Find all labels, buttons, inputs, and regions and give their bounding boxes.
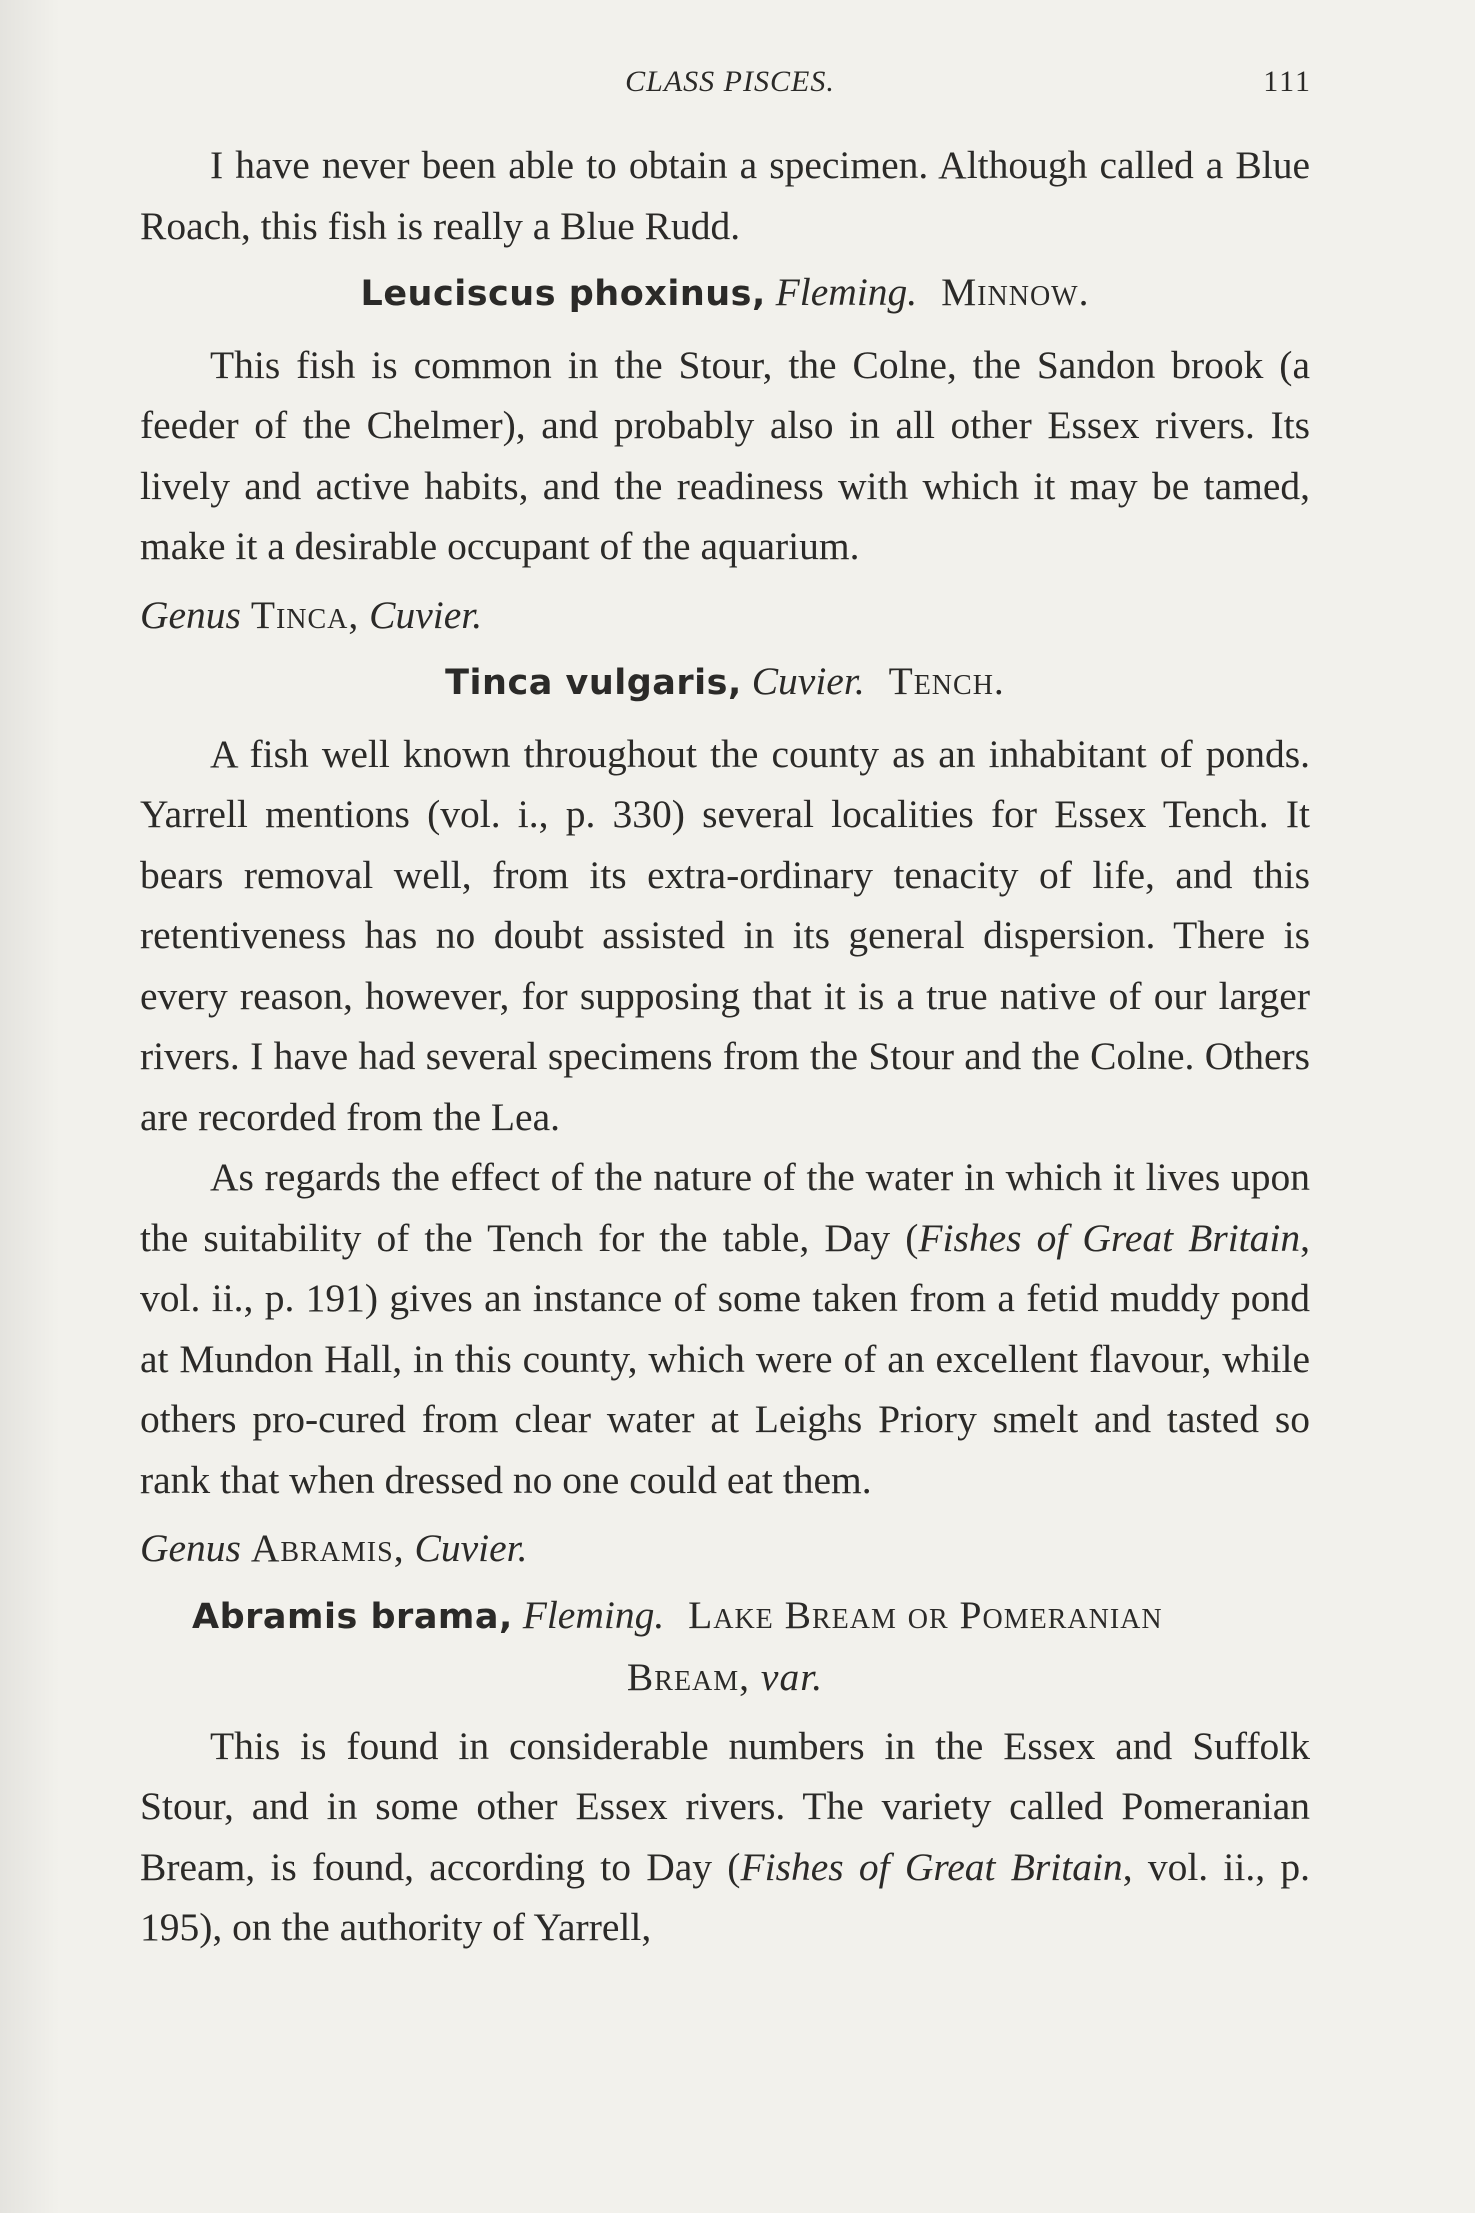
species-heading-line	[140, 1585, 1310, 1648]
genus-heading-tinca	[140, 585, 1310, 646]
species-heading-bream	[140, 1585, 1310, 1708]
book-title: Fishes of Great Britain	[740, 1844, 1123, 1889]
species-heading-minnow	[140, 262, 1310, 325]
minnow-paragraph: This fish is common in the Stour, the Colne, the Sandon brook (a feeder of the Chelmer), and probably also in all other Essex rivers. Its lively and active habits, and the readiness with which it may be tamed, make it a desirable occupant of the aquarium.	[140, 342, 1310, 568]
page-number: 111	[1263, 65, 1312, 98]
bream-paragraph	[140, 1716, 1310, 1958]
species-name: Leuciscus phoxinus,	[360, 274, 766, 314]
text-run: This is found in considerable numbers in the Essex and Suffolk Stour, and in some other Essex rivers. The variety called Pomeranian Bream, is found, according to Day (	[140, 1723, 1310, 1889]
species-authority: Fleming.	[775, 270, 918, 314]
page-header	[140, 58, 1320, 106]
genus-label: Genus	[140, 592, 241, 637]
text-run: As regards the effect of the nature of the water in which it lives upon the suitability of the Tench for the table, Day (	[140, 1155, 1310, 1260]
page-body	[140, 135, 1310, 1958]
running-head: CLASS PISCES.	[625, 65, 835, 98]
genus-name: Tinca,	[250, 592, 360, 637]
common-name-continued: Bream,	[626, 1655, 751, 1699]
book-title: Fishes of Great Britain	[918, 1215, 1301, 1260]
genus-heading-abramis	[140, 1518, 1310, 1579]
genus-authority: Cuvier.	[414, 1526, 528, 1570]
genus-label: Genus	[140, 1526, 241, 1570]
species-heading-continuation	[140, 1647, 1310, 1708]
common-name: Lake Bream or Pomeranian	[688, 1592, 1163, 1637]
text-run: , vol. ii., p. 191) gives an instance of some taken from a fetid muddy pond at Mundon Hall, in this county, which were of an excellent flavour, while others pro-cured from clear water at Leighs Priory smelt and tasted so rank that when dressed no one could eat them.	[140, 1215, 1310, 1502]
intro-paragraph: I have never been able to obtain a specimen. Although called a Blue Roach, this fish is really a Blue Rudd.	[140, 143, 1310, 248]
tench-paragraph-2	[140, 1147, 1310, 1510]
genus-authority: Cuvier.	[369, 592, 483, 637]
species-name: Abramis brama,	[192, 1596, 513, 1637]
genus-name: Abramis,	[250, 1526, 405, 1570]
common-name: Tench.	[888, 659, 1005, 703]
variety-label: var.	[760, 1655, 824, 1699]
text-run: , vol. ii., p. 195), on the authority of Yarrell,	[140, 1844, 1310, 1949]
common-name: Minnow.	[941, 270, 1090, 314]
species-authority: Fleming.	[522, 1592, 665, 1637]
species-name: Tinca vulgaris,	[445, 663, 742, 703]
tench-paragraph-1: A fish well known throughout the county as an inhabitant of ponds. Yarrell mentions (vol. i., p. 330) several localities for Essex Tench. It bears removal well, from its extra-ordinary tenacity of life, and this retentiveness has no doubt assisted in its general dispersion. There is every reason, however, for supposing that it is a true native of our larger rivers. I have had several specimens from the Stour and the Colne. Others are recorded from the Lea.	[140, 731, 1310, 1139]
page-gutter-shadow	[0, 0, 60, 2213]
species-authority: Cuvier.	[751, 659, 865, 703]
species-heading-tench	[140, 651, 1310, 714]
